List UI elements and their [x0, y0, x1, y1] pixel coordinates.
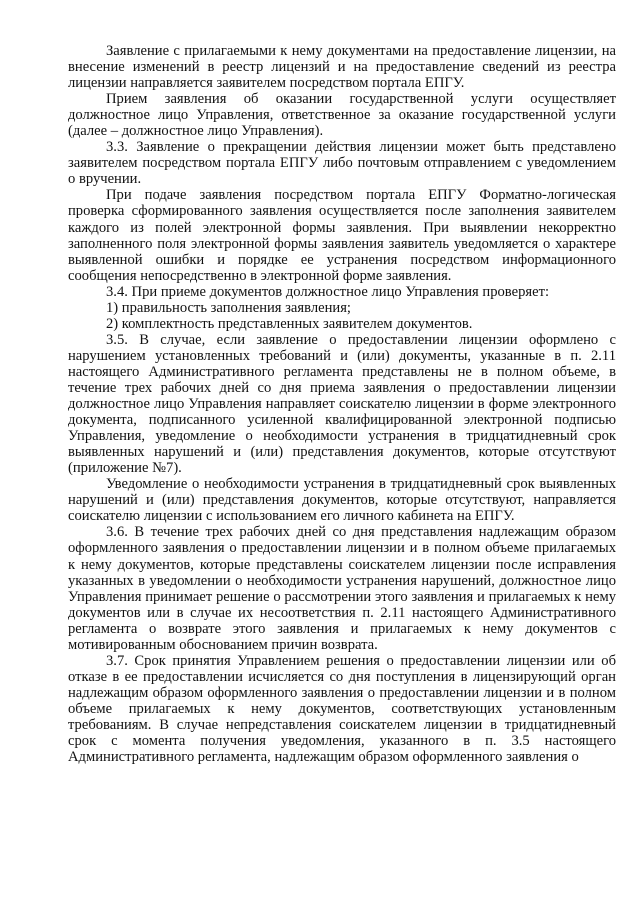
paragraph-notification: Уведомление о необходимости устранения в тридцатидневный срок выявленных нарушений и (или) представления документов, которые отсутствуют, направляется соискателю лицензии с использованием его личного кабинета на ЕПГУ. [68, 476, 616, 525]
paragraph-3-4: 3.4. При приеме документов должностное лицо Управления проверяет: [106, 283, 549, 300]
paragraph-format-logic-check: При подаче заявления посредством портала ЕПГУ Форматно-логическая проверка сформированного заявления осуществляется после заполнения заявителем каждого из полей электронной формы заявления. При выявлении некорректно заполненного поля электронной формы заявления заявитель уведомляется о характере выявленной ошибки и порядке ее устранения посредством информационного сообщения непосредственно в электронной форме заявления. [68, 187, 616, 284]
paragraph-3-3: 3.3. Заявление о прекращении действия лицензии может быть представлено заявителем посредством портала ЕПГУ либо почтовым отправлением с уведомлением о вручении. [68, 139, 616, 188]
paragraph-application-reception: Прием заявления об оказании государственной услуги осуществляет должностное лицо Управления, ответственное за оказание государственной услуги (далее – должностное лицо Управления). [68, 91, 616, 140]
paragraph-3-5: 3.5. В случае, если заявление о предоставлении лицензии оформлено с нарушением установленных требований и (или) документы, указанные в п. 2.11 настоящего Административного регламента представлены не в полном объеме, в течение трех рабочих дней со дня приема заявления о предоставлении лицензии должностное лицо Управления направляет соискателю лицензии в форме электронного документа, подписанного усиленной квалифицированной электронной подписью Управления, уведомление о необходимости устранения в тридцатидневный срок выявленных нарушений и (или) представления документов, которые отсутствуют (приложение №7). [68, 331, 616, 477]
list-item-1: 1) правильность заполнения заявления; [106, 299, 351, 316]
document-body [68, 43, 616, 765]
paragraph-application-submission: Заявление с прилагаемыми к нему документами на предоставление лицензии, на внесение изменений в реестр лицензий и на предоставление сведений из реестра лицензии направляется заявителем посредством портала ЕПГУ. [68, 43, 616, 92]
paragraph-3-6: 3.6. В течение трех рабочих дней со дня представления надлежащим образом оформленного заявления о предоставлении лицензии и в полном объеме прилагаемых к нему документов, которые представлены соискателем лицензии после исправления указанных в уведомлении о необходимости устранения нарушений, должностное лицо Управления принимает решение о рассмотрении этого заявления и прилагаемых к нему документов или в случае их несоответствия п. 2.11 настоящего Административного регламента о возврате этого заявления и прилагаемых к нему документов с мотивированным обоснованием причин возврата. [68, 524, 616, 653]
list-item-2: 2) комплектность представленных заявителем документов. [106, 315, 473, 332]
paragraph-3-7: 3.7. Срок принятия Управлением решения о предоставлении лицензии или об отказе в ее предоставлении исчисляется со дня поступления в лицензирующий орган надлежащим образом оформленного заявления о предоставлении лицензии и в полном объеме прилагаемых к нему документов, соответствующих установленным требованиям. В случае непредставления соискателем лицензии в тридцатидневный срок с момента получения уведомления, указанного в п. 3.5 настоящего Административного регламента, надлежащим образом оформленного заявления о [68, 652, 616, 766]
